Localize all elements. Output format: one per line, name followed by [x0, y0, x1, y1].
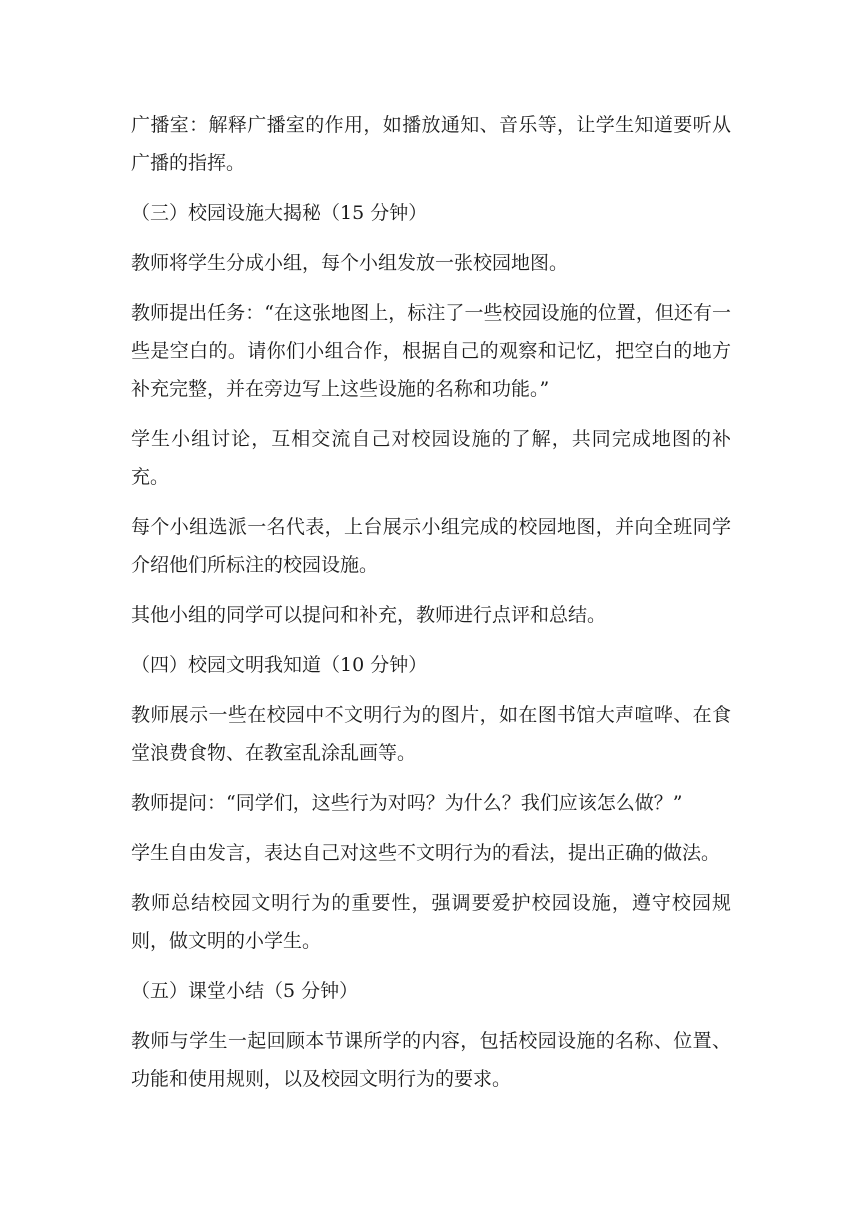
paragraph-student-speech: 学生自由发言，表达自己对这些不文明行为的看法，提出正确的做法。 [131, 842, 721, 864]
paragraph-pictures: 教师展示一些在校园中不文明行为的图片，如在图书馆大声喧哗、在食堂浪费食物、在教室乱涂乱画等。 [131, 704, 731, 764]
paragraph-review: 教师与学生一起回顾本节课所学的内容，包括校园设施的名称、位置、功能和使用规则，以及校园文明行为的要求。 [131, 1030, 731, 1090]
paragraph-discussion: 学生小组讨论，互相交流自己对校园设施的了解，共同完成地图的补充。 [131, 428, 731, 488]
paragraph-teacher-summary: 教师总结校园文明行为的重要性，强调要爱护校园设施，遵守校园规则，做文明的小学生。 [131, 892, 731, 952]
section-heading-5: （五）课堂小结（5 分钟） [131, 980, 359, 1002]
paragraph-task: 教师提出任务：“在这张地图上，标注了一些校园设施的位置，但还有一些是空白的。请你们小组合作，根据自己的观察和记忆，把空白的地方补充完整，并在旁边写上这些设施的名称和功能。” [131, 302, 731, 400]
paragraph-broadcast-room: 广播室：解释广播室的作用，如播放通知、音乐等，让学生知道要听从广播的指挥。 [131, 114, 731, 174]
section-heading-3: （三）校园设施大揭秘（15 分钟） [131, 202, 428, 224]
section-heading-4: （四）校园文明我知道（10 分钟） [131, 654, 428, 676]
paragraph-grouping: 教师将学生分成小组，每个小组发放一张校园地图。 [131, 252, 569, 274]
paragraph-presentation: 每个小组选派一名代表，上台展示小组完成的校园地图，并向全班同学介绍他们所标注的校园设施。 [131, 516, 731, 576]
document-body [131, 106, 731, 1110]
paragraph-feedback: 其他小组的同学可以提问和补充，教师进行点评和总结。 [131, 604, 607, 626]
paragraph-question: 教师提问：“同学们，这些行为对吗？为什么？我们应该怎么做？” [131, 792, 683, 814]
